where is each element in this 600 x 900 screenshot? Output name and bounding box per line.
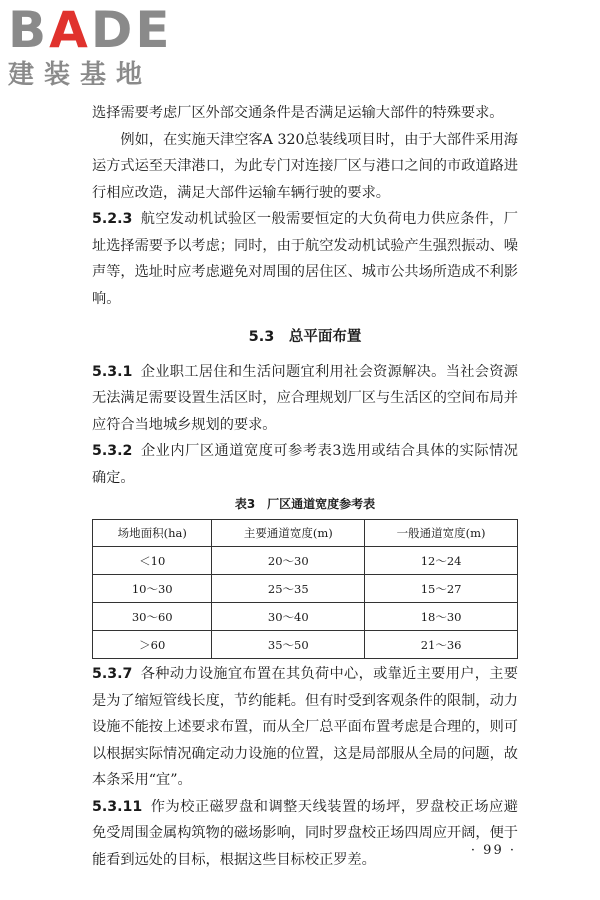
- table-cell: 30～60: [93, 603, 212, 631]
- page-body: [92, 100, 518, 873]
- clause-5-3-11: [92, 794, 518, 874]
- clause-5-2-3: [92, 206, 518, 312]
- table-header-cell: 场地面积(ha): [93, 520, 212, 547]
- table-row: [93, 631, 518, 659]
- clause-text: 航空发动机试验区一般需要恒定的大负荷电力供应条件，厂址选择需要予以考虑；同时，由于航空发动机试验产生强烈振动、噪声等，选址时应考虑避免对周围的居住区、城市公共场所造成不利影响。: [92, 211, 518, 307]
- clause-text: 企业内厂区通道宽度可参考表3选用或结合具体的实际情况确定。: [92, 443, 518, 486]
- clause-number: 5.3.2: [92, 443, 133, 459]
- clause-text: 作为校正磁罗盘和调整天线装置的场坪，罗盘校正场应避免受周围金属构筑物的磁场影响，同时罗盘校正场四周应开阔，便于能看到远处的目标，根据这些目标校正罗差。: [92, 798, 518, 868]
- logo-letter-accent: A: [49, 1, 91, 59]
- table-row: [93, 575, 518, 603]
- clause-number: 5.3.11: [92, 798, 143, 815]
- table-cell: 30～40: [212, 603, 365, 631]
- table-cell: ＜10: [93, 547, 212, 575]
- table-header-row: [93, 520, 518, 547]
- table-cell: ＞60: [93, 631, 212, 659]
- table-cell: 25～35: [212, 575, 365, 603]
- table-cell: 12～24: [365, 547, 518, 575]
- logo-subtitle: 建装基地: [8, 60, 153, 90]
- section-heading: 5.3 总平面布置: [248, 329, 362, 345]
- logo-wordmark: [8, 1, 178, 59]
- logo-letter-left: B: [8, 1, 50, 59]
- paragraph-continuation: 选择需要考虑厂区外部交通条件是否满足运输大部件的特殊要求。: [92, 105, 504, 121]
- table-row: [93, 547, 518, 575]
- clause-text: 各种动力设施宜布置在其负荷中心，或靠近主要用户，主要是为了缩短管线长度，节约能耗。但有时受到客观条件的限制，动力设施不能按上述要求布置，而从全厂总平面布置考虑是合理的，则可以根据实际情况确定动力设施的位置，这是局部服从全局的问题，故本条采用“宜”。: [92, 666, 518, 788]
- clause-5-3-1: [92, 359, 518, 439]
- table-header-cell: 一般通道宽度(m): [365, 520, 518, 547]
- clause-5-3-7: [92, 661, 518, 794]
- logo: [8, 1, 178, 90]
- table-cell: 18～30: [365, 603, 518, 631]
- table-row: [93, 603, 518, 631]
- table-header-cell: 主要通道宽度(m): [212, 520, 365, 547]
- table-caption: 表3 厂区通道宽度参考表: [234, 497, 376, 511]
- table-cell: 15～27: [365, 575, 518, 603]
- table-cell: 35～50: [212, 631, 365, 659]
- clause-text: 企业职工居住和生活问题宜利用社会资源解决。当社会资源无法满足需要设置生活区时，应合理规划厂区与生活区的空间布局并应符合当地城乡规划的要求。: [92, 363, 518, 433]
- clause-number: 5.2.3: [92, 211, 133, 227]
- table-cell: 20～30: [212, 547, 365, 575]
- clause-number: 5.3.1: [92, 363, 133, 380]
- table-cell: 21～36: [365, 631, 518, 659]
- logo-letter-right: DE: [90, 1, 173, 59]
- road-width-table: [92, 519, 518, 659]
- page-number: · 99 ·: [470, 843, 516, 858]
- clause-5-3-2: [92, 438, 518, 491]
- clause-number: 5.3.7: [92, 666, 133, 682]
- table-cell: 10～30: [93, 575, 212, 603]
- paragraph-example: 例如，在实施天津空客A 320总装线项目时，由于大部件采用海运方式运至天津港口，为此专门对连接厂区与港口之间的市政道路进行相应改造，满足大部件运输车辆行驶的要求。: [92, 131, 518, 201]
